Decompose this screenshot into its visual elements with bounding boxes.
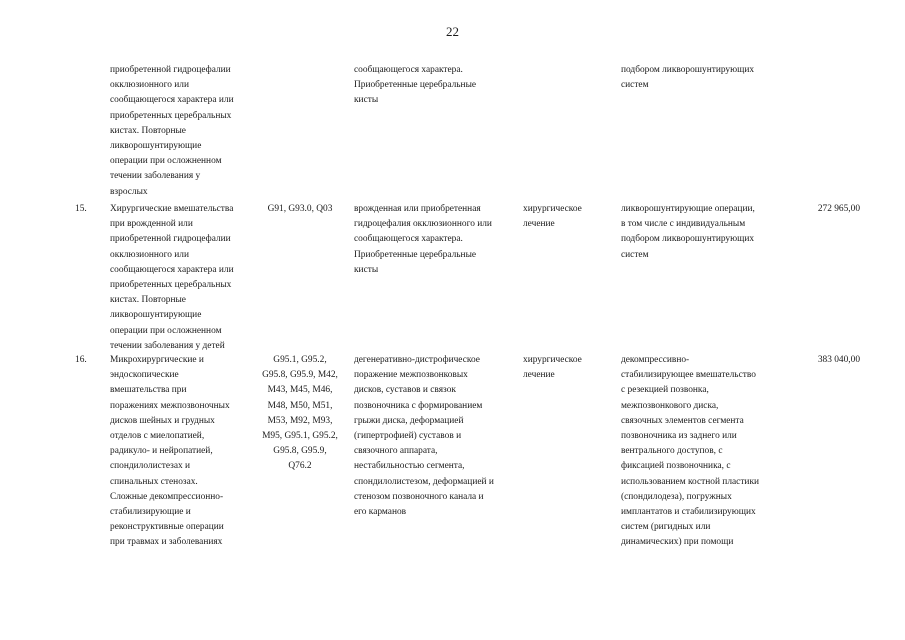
row-type-cell: хирургическое лечение: [523, 204, 582, 230]
row-name-cell: Микрохирургические и эндоскопические вмешательства при поражениях межпозвоночных дисков шейных и грудных отделов с миелопатией, радикуло- и нейропатией, спондилолистезах и спинальных стенозах. Сложные декомпрессионно- стабилизирующие и реконструктивные операции при травмах и заболеваниях: [110, 355, 230, 548]
row-model-cell: сообщающегося характера. Приобретенные церебральные кисты: [354, 65, 477, 106]
row-model-cell: дегенеративно-дистрофическое поражение межпозвонковых дисков, суставов и связок позвоночника с формированием грыжи диска, деформацией (гипертрофией) суставов и связочного аппарата, нестабильностью сегмента, спондилолистезом, деформацией и стенозом позвоночного канала и его карманов: [354, 355, 494, 518]
page-number: 22: [446, 24, 459, 39]
row-name-cell: приобретенной гидроцефалии окклюзионного или сообщающегося характера или приобретенных церебральных кистах. Повторные ликворошунтирующие операции при осложненном течении заболевания у взрослых: [110, 65, 234, 197]
row-number-cell: 16.: [75, 355, 87, 365]
row-number-cell: 15.: [75, 204, 87, 214]
row-method-cell: ликворошунтирующие операции, в том числе с индивидуальным подбором ликворошунтирующих систем: [621, 204, 755, 260]
row-sum-cell: 383 040,00: [817, 355, 860, 365]
row-type-cell: хирургическое лечение: [523, 355, 582, 381]
row-method-cell: подбором ликворошунтирующих систем: [621, 65, 755, 91]
row-codes-cell: G95.1, G95.2, G95.8, G95.9, M42, M43, M45, M46, M48, M50, M51, M53, M92, M93, M95, G95.1, G95.2, G95.8, G95.9, Q76.2: [262, 355, 338, 472]
row-codes-cell: G91, G93.0, Q03: [267, 204, 333, 214]
row-sum-cell: 272 965,00: [817, 204, 860, 214]
row-name-cell: Хирургические вмешательства при врожденной или приобретенной гидроцефалии окклюзионного или сообщающегося характера или приобретенных церебральных кистах. Повторные ликворошунтирующие операции при осложненном течении заболевания у детей: [110, 204, 234, 351]
row-model-cell: врожденная или приобретенная гидроцефалия окклюзионного или сообщающегося характера. Приобретенные церебральные кисты: [354, 204, 492, 275]
row-method-cell: декомпрессивно- стабилизирующее вмешательство с резекцией позвонка, межпозвонкового диска, связочных элементов сегмента позвоночника из заднего или вентрального доступов, с фиксацией позвоночника, с использованием костной пластики (спондилодеза), погружных имплантатов и стабилизирующих систем (ригидных или динамических) при помощи: [621, 355, 760, 548]
